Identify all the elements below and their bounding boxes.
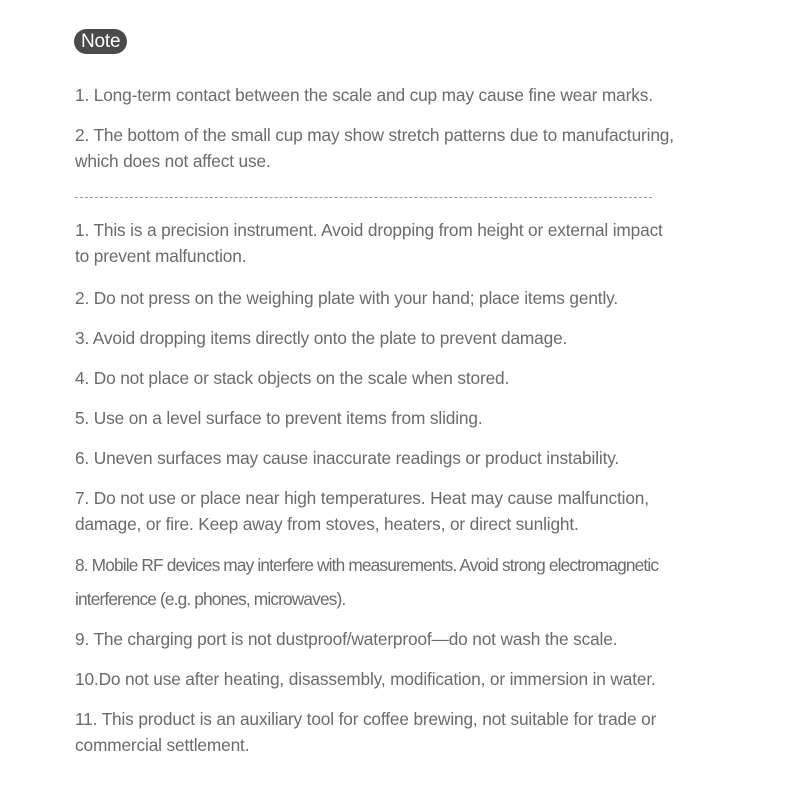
note-item-1-line-1: 1. Long-term contact between the scale and cup may cause fine wear marks. — [75, 85, 653, 105]
precaution-item-1-line-1: 1. This is a precision instrument. Avoid dropping from height or external impact — [75, 220, 663, 240]
precaution-item-8-line-1: 8. Mobile RF devices may interfere with measurements. Avoid strong electromagnetic — [75, 555, 659, 575]
precaution-item-11-line-1: 11. This product is an auxiliary tool for coffee brewing, not suitable for trade or — [75, 709, 657, 729]
note-item-2-line-1: 2. The bottom of the small cup may show stretch patterns due to manufacturing, — [75, 125, 674, 145]
precaution-item-3: 3. Avoid dropping items directly onto the plate to prevent damage. — [75, 328, 568, 348]
note-badge: Note — [74, 29, 127, 54]
note-item-2-line-2: which does not affect use. — [75, 151, 271, 171]
precaution-item-2: 2. Do not press on the weighing plate with your hand; place items gently. — [75, 288, 619, 308]
precaution-item-4: 4. Do not place or stack objects on the scale when stored. — [75, 368, 510, 388]
precaution-item-10: 10.Do not use after heating, disassembly, modification, or immersion in water. — [75, 669, 656, 689]
precaution-item-8-line-2: interference (e.g. phones, microwaves). — [75, 589, 346, 609]
dashed-divider — [75, 197, 652, 198]
precaution-item-1-line-2: to prevent malfunction. — [75, 246, 247, 266]
precaution-item-7-line-1: 7. Do not use or place near high temperatures. Heat may cause malfunction, — [75, 488, 649, 508]
precaution-item-5: 5. Use on a level surface to prevent items from sliding. — [75, 408, 483, 428]
precaution-item-11-line-2: commercial settlement. — [75, 735, 250, 755]
precaution-item-6: 6. Uneven surfaces may cause inaccurate readings or product instability. — [75, 448, 620, 468]
precaution-item-7-line-2: damage, or fire. Keep away from stoves, heaters, or direct sunlight. — [75, 514, 579, 534]
precaution-item-9: 9. The charging port is not dustproof/waterproof—do not wash the scale. — [75, 629, 618, 649]
